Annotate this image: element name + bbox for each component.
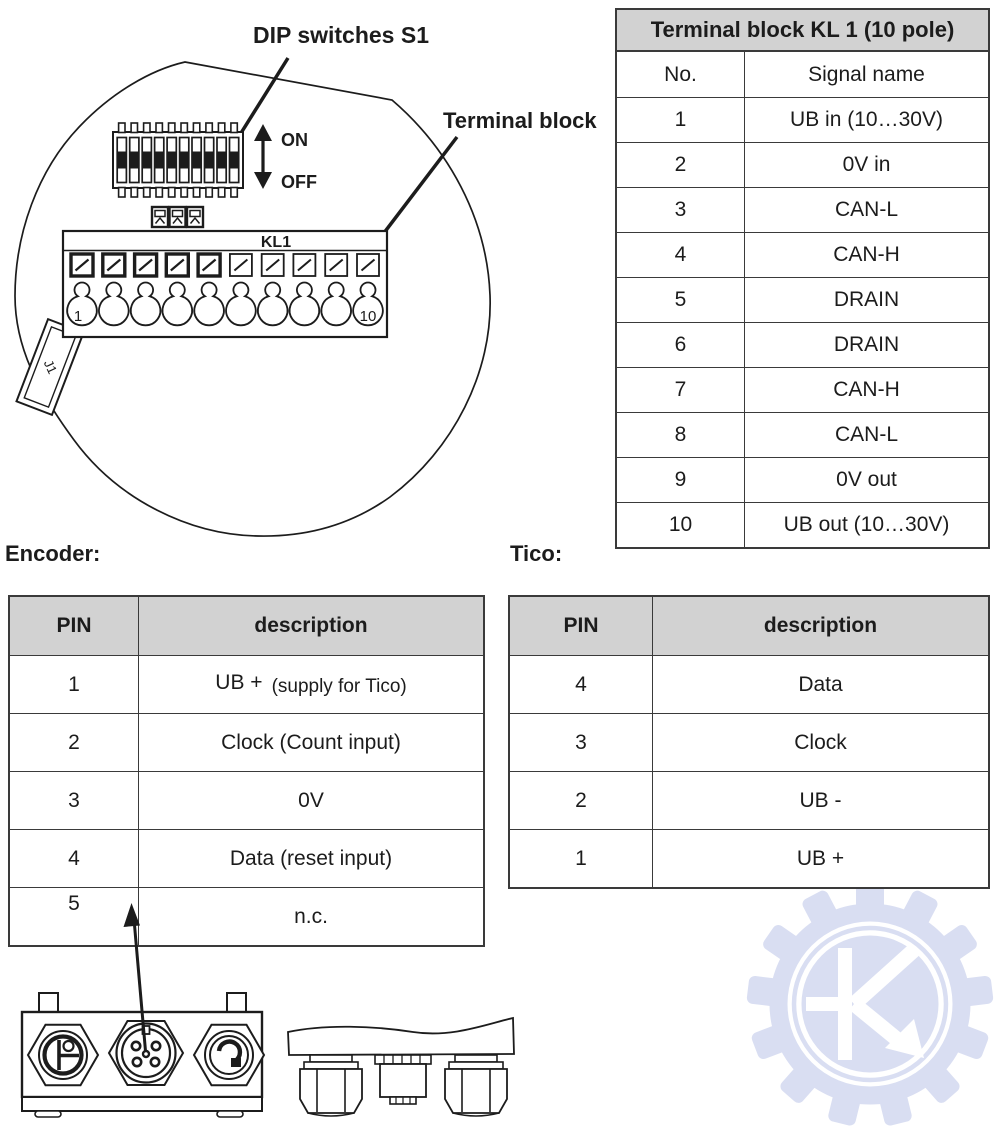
encoder-desc-cell: Clock (Count input) [138, 713, 483, 771]
kl-signal-cell: UB out (10…30V) [744, 502, 988, 547]
encoder-desc-note: (supply for Tico) [271, 675, 407, 697]
encoder-header-description: description [138, 597, 483, 655]
kl-no-cell: 7 [617, 367, 744, 412]
kl1-table-title: Terminal block KL 1 (10 pole) [617, 10, 988, 52]
encoder-desc-cell: Data (reset input) [138, 829, 483, 887]
kl-no-cell: 5 [617, 277, 744, 322]
kl-no-cell: 9 [617, 457, 744, 502]
kl-signal-cell: UB in (10…30V) [744, 97, 988, 142]
tico-desc-cell: UB + [652, 829, 988, 887]
kl-header-no: No. [617, 52, 744, 97]
encoder-pin-cell: 1 [10, 655, 138, 713]
encoder-pin-cell: 5 [10, 887, 138, 945]
tico-pin-cell: 1 [510, 829, 652, 887]
terminal-block-label: Terminal block [443, 108, 597, 133]
tico-desc-cell: Data [652, 655, 988, 713]
on-label: ON [281, 130, 308, 150]
kl-signal-cell: 0V in [744, 142, 988, 187]
aux-3pin-connector [152, 207, 203, 227]
tico-pin-table [508, 595, 990, 889]
kl-no-cell: 10 [617, 502, 744, 547]
kl-signal-cell: DRAIN [744, 322, 988, 367]
terminal-10-label: 10 [359, 308, 377, 325]
kl-signal-cell: CAN-H [744, 232, 988, 277]
encoder-pin-cell: 4 [10, 829, 138, 887]
tico-section-label: Tico: [510, 541, 563, 566]
encoder-desc-cell: n.c. [138, 887, 483, 945]
cable-gland-right [445, 1055, 507, 1116]
m12-pin [132, 1042, 140, 1050]
kl-no-cell: 2 [617, 142, 744, 187]
tico-pin-cell: 4 [510, 655, 652, 713]
kl-signal-cell: CAN-L [744, 187, 988, 232]
mounting-plate [288, 1018, 514, 1055]
tico-desc-cell: Clock [652, 713, 988, 771]
dip-switch-block [113, 123, 243, 197]
tico-desc-cell: UB - [652, 771, 988, 829]
encoder-desc-main: UB + [215, 670, 263, 694]
kl-no-cell: 3 [617, 187, 744, 232]
encoder-desc-cell: 0V [138, 771, 483, 829]
encoder-section-label: Encoder: [5, 541, 101, 566]
j1-label: J1 [40, 357, 61, 377]
kl-signal-cell: CAN-H [744, 367, 988, 412]
connector-side-view [280, 1003, 525, 1130]
dip-switches-label: DIP switches S1 [253, 22, 429, 48]
cable-gland-left [300, 1055, 362, 1116]
tico-pin-cell: 3 [510, 713, 652, 771]
kl-no-cell: 1 [617, 97, 744, 142]
m12-pin [133, 1058, 141, 1066]
off-label: OFF [281, 172, 317, 192]
encoder-pin-cell: 2 [10, 713, 138, 771]
kl-signal-cell: DRAIN [744, 277, 988, 322]
kl-header-signal: Signal name [744, 52, 988, 97]
encoder-pin-cell: 3 [10, 771, 138, 829]
tico-header-description: description [652, 597, 988, 655]
m12-pin [152, 1042, 160, 1050]
m12-center-pin [143, 1051, 149, 1057]
kl-no-cell: 4 [617, 232, 744, 277]
center-connector-side [375, 1055, 431, 1104]
encoder-desc-cell [138, 655, 483, 713]
encoder-header-pin: PIN [10, 597, 138, 655]
m12-pin [151, 1058, 159, 1066]
terminal-1-label: 1 [73, 308, 83, 325]
connector-front-view [15, 985, 275, 1130]
kl1-label: KL1 [260, 234, 292, 251]
kl-signal-cell: 0V out [744, 457, 988, 502]
kl-signal-cell: CAN-L [744, 412, 988, 457]
kl-no-cell: 8 [617, 412, 744, 457]
tico-pin-cell: 2 [510, 771, 652, 829]
kl1-signal-table [615, 8, 990, 549]
encoder-housing-diagram [0, 0, 620, 560]
tico-header-pin: PIN [510, 597, 652, 655]
kl1-terminal-block-drawing [63, 231, 387, 337]
kl-no-cell: 6 [617, 322, 744, 367]
encoder-pin-table [8, 595, 485, 947]
gear-logo-watermark [744, 878, 996, 1130]
